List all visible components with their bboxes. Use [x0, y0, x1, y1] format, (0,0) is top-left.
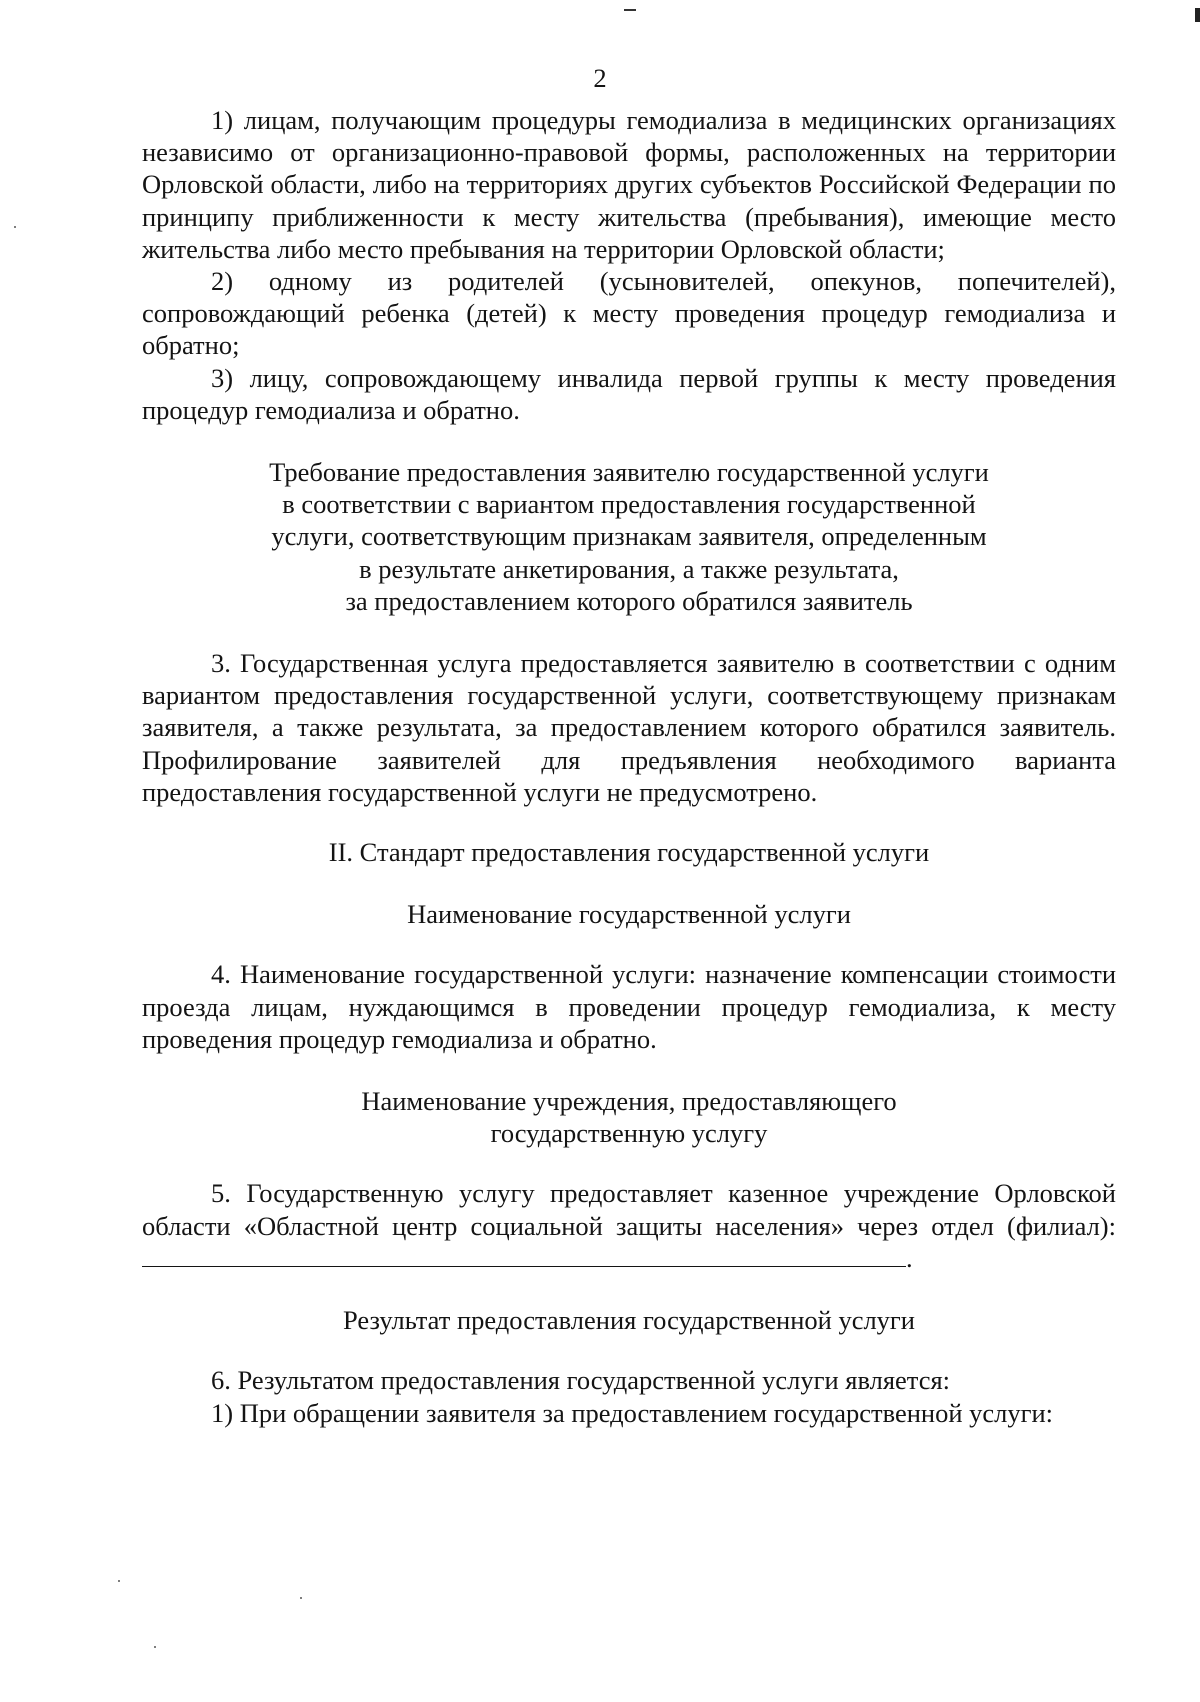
list-item-3: 3) лицу, сопровождающему инвалида первой группы к месту проведения процедур гемодиализа и обратно.	[142, 362, 1116, 425]
scan-speck	[118, 1580, 120, 1582]
section-title: II. Стандарт предоставления государственной услуги	[328, 837, 930, 868]
heading-line: Наименование учреждения, предоставляющего	[361, 1086, 897, 1117]
heading-requirement	[142, 456, 1116, 617]
heading-service-name: Наименование государственной услуги	[407, 899, 851, 930]
scan-mark	[624, 9, 636, 11]
scan-speck	[14, 226, 16, 228]
heading-line: государственную услугу	[490, 1118, 768, 1149]
scan-speck	[300, 1597, 302, 1599]
heading-result: Результат предоставления государственной услуги	[343, 1305, 915, 1336]
branch-blank-line	[142, 1244, 906, 1267]
scan-speck	[154, 1646, 156, 1648]
list-item-2: 2) одному из родителей (усыновителей, опекунов, попечителей), сопровождающий ребенка (детей) к месту проведения процедур гемодиализа и обратно;	[142, 266, 1116, 361]
paragraph-5	[142, 1177, 1116, 1274]
paragraph-3: 3. Государственная услуга предоставляется заявителю в соответствии с одним вариантом предоставления государственной услуги, соответствующему признакам заявителя, а также результата, за предоставлением которого обратился заявитель. Профилирование заявителей для предъявления необходимого варианта предоставления государственной услуги не предусмотрено.	[142, 648, 1116, 807]
scan-edge-mark	[1195, 8, 1200, 22]
heading-line: Требование предоставления заявителю государственной услуги	[269, 457, 989, 488]
paragraph-4: 4. Наименование государственной услуги: назначение компенсации стоимости проезда лицам, нуждающимся в проведении процедур гемодиализа, к месту проведения процедур гемодиализа и обратно.	[142, 959, 1116, 1054]
list-item-1: 1) лицам, получающим процедуры гемодиализа в медицинских организациях независимо от организационно-правовой формы, расположенных на территории Орловской области, либо на территориях других субъектов Российской Федерации по принципу приближенности к месту жительства (пребывания), имеющие место жительства либо место пребывания на территории Орловской области;	[142, 105, 1116, 264]
page-number: 2	[593, 63, 607, 93]
document-body	[142, 104, 1116, 1429]
paragraph-5-end: .	[906, 1242, 913, 1273]
paragraph-6-1: 1) При обращении заявителя за предоставлением государственной услуги:	[211, 1397, 1054, 1428]
heading-line: в результате анкетирования, а также результата,	[359, 553, 899, 584]
paragraph-5-text: 5. Государственную услугу предоставляет казенное учреждение Орловской области «Областной центр социальной защиты населения» через отдел (филиал):	[142, 1178, 1116, 1241]
heading-line: за предоставлением которого обратился заявитель	[345, 585, 913, 616]
heading-institution	[142, 1085, 1116, 1149]
heading-line: в соответствии с вариантом предоставления государственной	[282, 489, 976, 520]
paragraph-6: 6. Результатом предоставления государственной услуги является:	[211, 1365, 951, 1396]
heading-line: услуги, соответствующим признакам заявителя, определенным	[271, 521, 987, 552]
